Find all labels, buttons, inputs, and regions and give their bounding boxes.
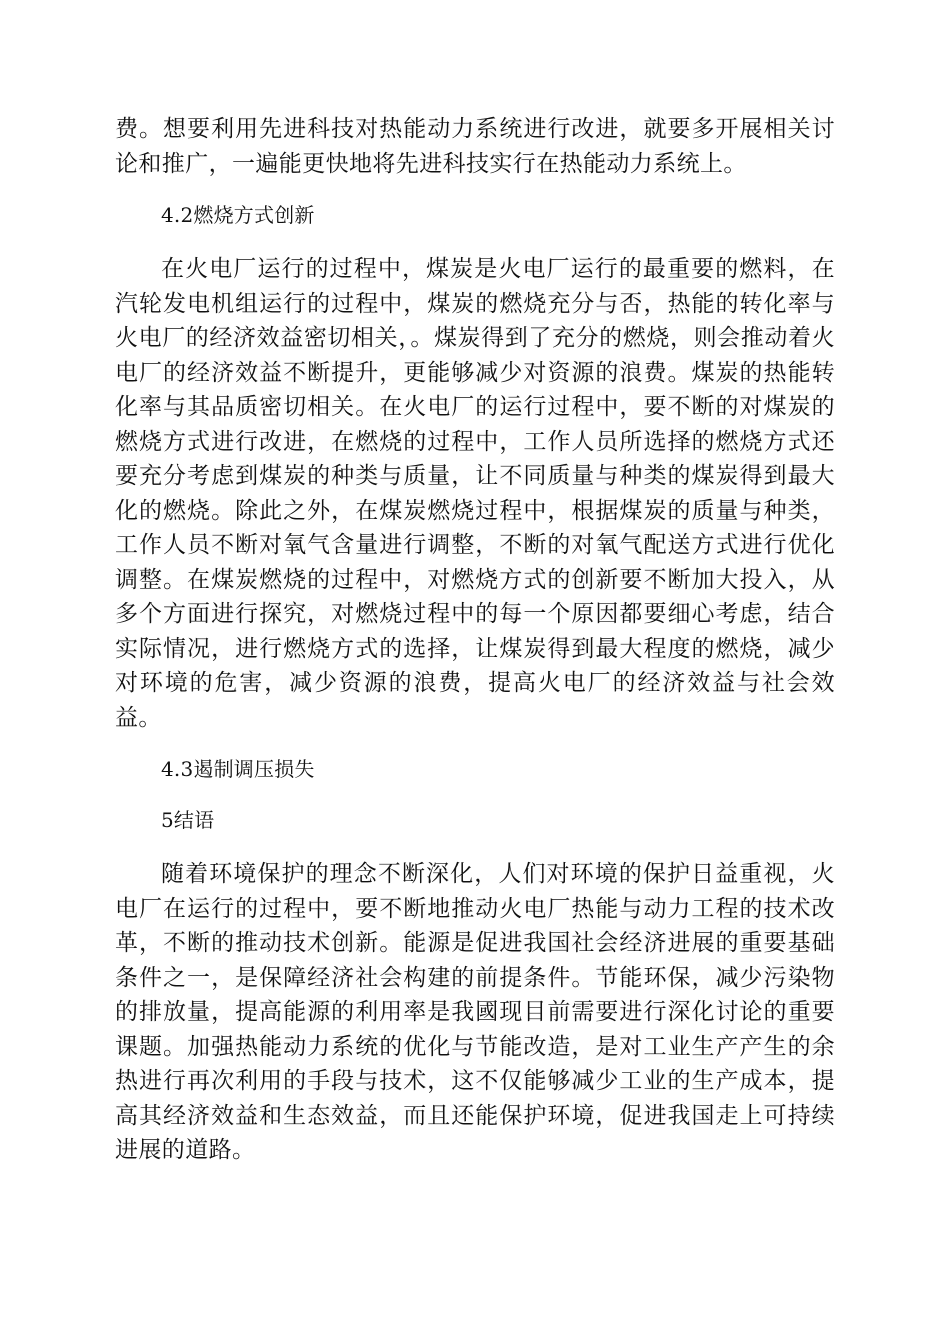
paragraph-continued: 费。想要利用先进科技对热能动力系统进行改进，就要多开展相关讨论和推广，一遍能更快地将先进科技实行在热能动力系统上。: [115, 116, 835, 177]
spacer: [115, 837, 835, 857]
paragraph-combustion: 在火电厂运行的过程中，煤炭是火电厂运行的最重要的燃料，在汽轮发电机组运行的过程中，煤炭的燃烧充分与否，热能的转化率与火电厂的经济效益密切相关，。煤炭得到了充分的燃烧，则会推动着火电厂的经济效益不断提升，更能够减少对资源的浪费。煤炭的热能转化率与其品质密切相关。在火电厂的运行过程中，要不断的对煤炭的燃烧方式进行改进，在燃烧的过程中，工作人员所选择的燃烧方式还要充分考虑到煤炭的种类与质量，让不同质量与种类的煤炭得到最大化的燃烧。除此之外，在煤炭燃烧过程中，根据煤炭的质量与种类，工作人员不断对氧气含量进行调整，不断的对氧气配送方式进行优化调整。在煤炭燃烧的过程中，对燃烧方式的创新要不断加大投入，从多个方面进行探究，对燃烧过程中的每一个原因都要细心考虑，结合实际情况，进行燃烧方式的选择，让煤炭得到最大程度的燃烧，减少对环境的危害，减少资源的浪费，提高火电厂的经济效益与社会效益。: [115, 256, 835, 731]
section-heading-4-3: 4.3遏制调压损失: [161, 757, 315, 781]
paragraph-conclusion: 随着环境保护的理念不断深化，人们对环境的保护日益重视，火电厂在运行的过程中，要不断地推动火电厂热能与动力工程的技术改革，不断的推动技术创新。能源是促进我国社会经济进展的重要基础条件之一，是保障经济社会构建的前提条件。节能环保，减少污染物的排放量，提高能源的利用率是我國现目前需要进行深化讨论的重要课题。加强热能动力系统的优化与节能改造，是对工业生产产生的余热进行再次利用的手段与技术，这不仅能够减少工业的生产成本，提高其经济效益和生态效益，而且还能保护环境，促进我国走上可持续进展的道路。: [115, 861, 835, 1163]
spacer: [115, 786, 835, 803]
spacer: [115, 232, 835, 252]
spacer: [115, 181, 835, 198]
section-heading-4-2: 4.2燃烧方式创新: [161, 203, 315, 227]
document-page: [115, 112, 835, 1168]
section-heading-5: 5结语: [161, 808, 215, 832]
spacer: [115, 735, 835, 752]
